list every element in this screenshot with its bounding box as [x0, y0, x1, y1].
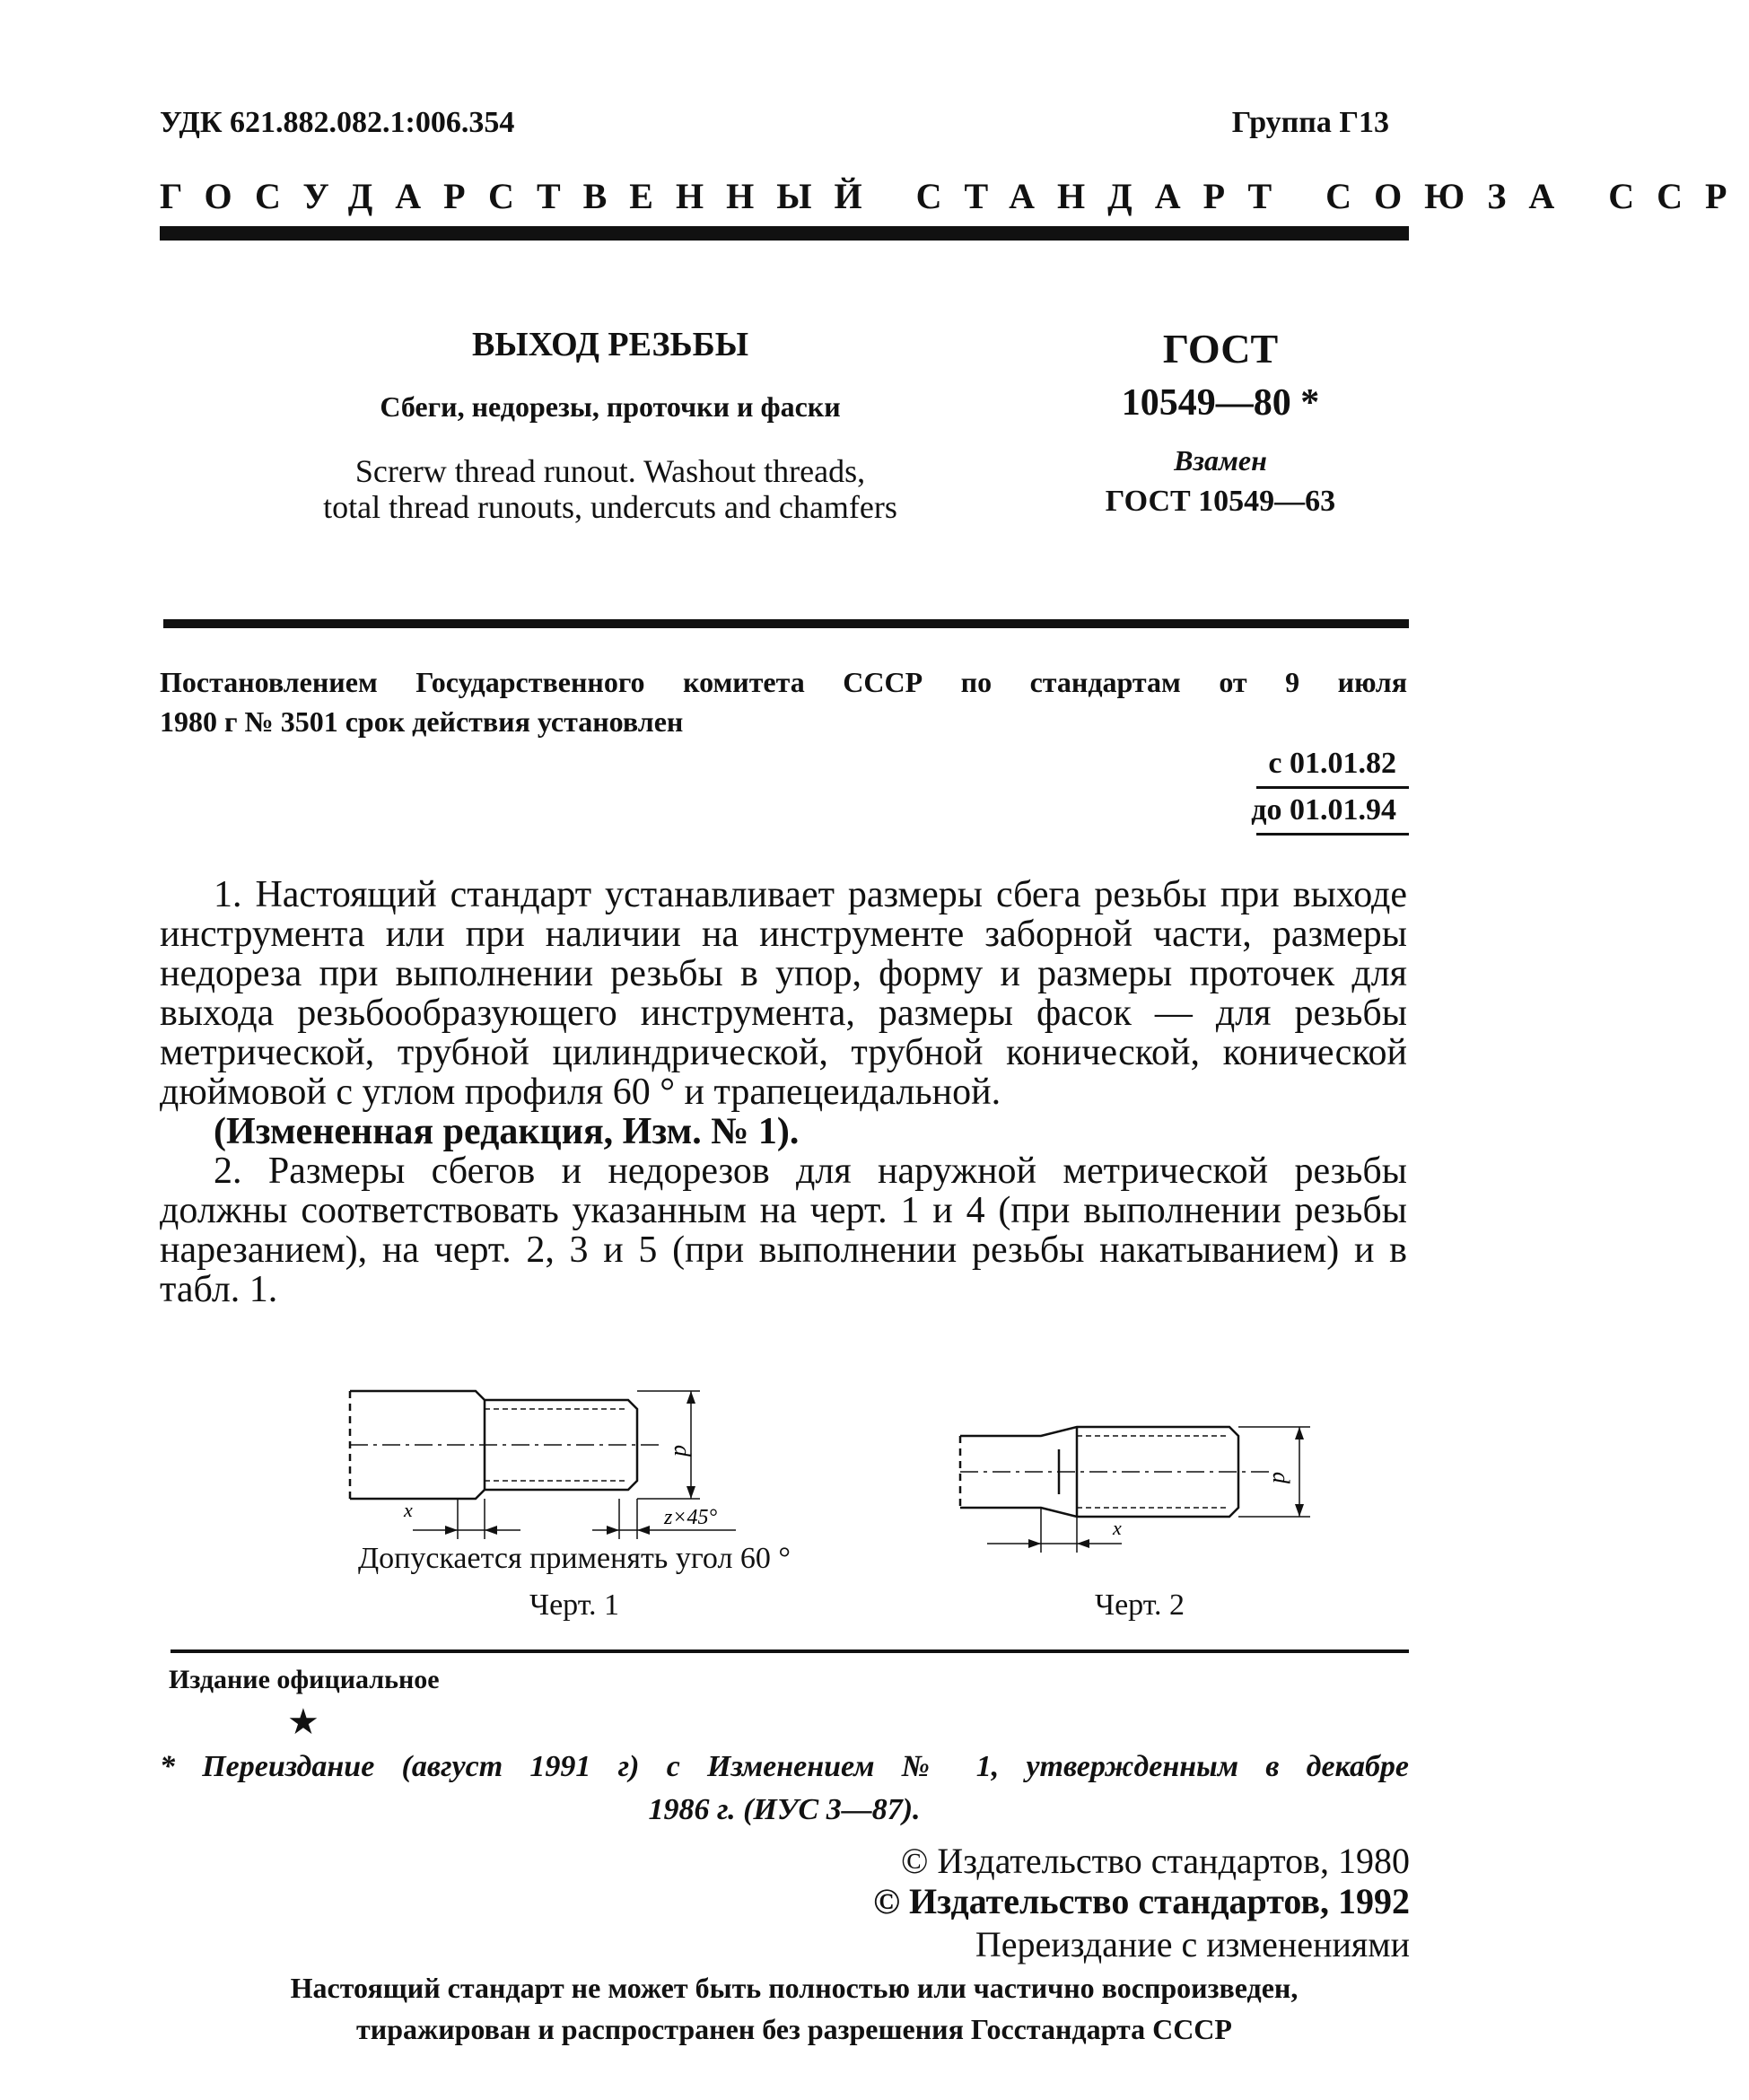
title-block-rule: [163, 619, 1409, 628]
fig2-arrow-x-left: [1028, 1539, 1041, 1548]
official-edition: Издание официальное: [169, 1665, 440, 1694]
reissue-note-line2: 1986 г. (ИУС 3—87).: [648, 1793, 921, 1826]
footer-rule: [171, 1649, 1409, 1653]
fig2-arrow-x-right: [1077, 1539, 1089, 1548]
fig1-arrow-x-left: [445, 1526, 458, 1535]
date-from-underline: [1256, 786, 1409, 789]
fig1-arrow-z-left: [607, 1526, 619, 1535]
replaces-gost: ГОСТ 10549—63: [1105, 485, 1336, 518]
prohibition-line2: тиражирован и распространен без разрешения Госстандарта СССР: [356, 2013, 1232, 2045]
fig2-arrow-d-top: [1295, 1427, 1304, 1439]
reprint-note: Переиздание с изменениями: [975, 1924, 1410, 1964]
gost-number: 10549—80 *: [1121, 382, 1320, 424]
reissue-note: [160, 1746, 1409, 1832]
paragraph-1: 1. Настоящий стандарт устанавливает размеры сбега резьбы при выходе инструмента или при наличии на инструменте заборной части, размеры недореза при выполнении резьбы в упор, форму и размеры проточек для выхода резьбообразующего инструмента, размеры фасок — для резьбы метрической, трубной цилиндрической, трубной конической, конической дюймовой с углом профиля 60 ° и трапецеидальной.: [160, 874, 1407, 1113]
date-to-underline: [1256, 833, 1409, 836]
replaces-label: Взамен: [1174, 444, 1267, 477]
fig2-x-label: x: [1113, 1517, 1122, 1539]
fig1-x-label: x: [404, 1499, 413, 1521]
figure-2-caption: Черт. 2: [1094, 1588, 1185, 1622]
star-icon: ★: [287, 1702, 319, 1742]
prohibition-line1: Настоящий стандарт не может быть полностью или частично воспроизведен,: [290, 1972, 1299, 2004]
fig1-arrow-d-bottom: [686, 1486, 695, 1499]
paragraph-2: 2. Размеры сбегов и недорезов для наружной метрической резьбы должны соответствовать указанным на черт. 1 и 4 (при выполнении резьбы нарезанием), на черт. 2, 3 и 5 (при выполнении резьбы накатыванием) и в табл. 1.: [160, 1151, 1407, 1310]
english-title-line1: Screrw thread runout. Washout threads,: [354, 453, 866, 489]
fig1-z-label: z×45°: [664, 1506, 718, 1529]
date-to: до 01.01.94: [1251, 793, 1396, 827]
fig2-arrow-d-bottom: [1295, 1504, 1304, 1517]
figure-1-caption: Черт. 1: [529, 1588, 620, 1622]
amendment-note: (Измененная редакция, Изм. № 1).: [214, 1111, 800, 1152]
date-from: с 01.01.82: [1268, 747, 1396, 780]
figure-1-drawing: [341, 1382, 808, 1544]
fig1-d-label: d: [669, 1445, 695, 1457]
figure-2-drawing: [951, 1409, 1328, 1571]
fig1-arrow-x-right: [485, 1526, 497, 1535]
copyright-1992: © Издательство стандартов, 1992: [873, 1881, 1410, 1921]
english-title-line2: total thread runouts, undercuts and chamfers: [323, 489, 897, 525]
decree-text: [160, 662, 1407, 741]
figure-1-note: Допускается применять угол 60 °: [357, 1542, 791, 1575]
header-thick-rule: [160, 226, 1409, 241]
decree-line1: Постановлением Государственного комитета СССР по стандартам от 9 июля: [160, 666, 1407, 698]
decree-line2: 1980 г № 3501 срок действия установлен: [160, 705, 684, 738]
fig1-arrow-z-right: [637, 1526, 650, 1535]
fig1-arrow-d-top: [686, 1391, 695, 1404]
fig2-d-label: d: [1268, 1472, 1294, 1483]
copyright-1980: © Издательство стандартов, 1980: [900, 1841, 1410, 1881]
reproduction-prohibition: [171, 1967, 1418, 2050]
standard-subtitle: Сбеги, недорезы, проточки и фаски: [380, 390, 841, 423]
udk-code: УДК 621.882.082.1:006.354: [160, 106, 515, 139]
reissue-note-line1: * Переиздание (август 1991 г) с Изменением № 1, утвержденным в декабре: [160, 1750, 1409, 1783]
gost-label: ГОСТ: [1162, 326, 1279, 372]
group-code: Группа Г13: [1231, 106, 1389, 139]
state-standard-header: ГОСУДАРСТВЕННЫЙ СТАНДАРТ СОЮЗА ССР: [160, 176, 1749, 216]
body-text: [160, 875, 1407, 1309]
english-title: [233, 453, 987, 525]
standard-title: ВЫХОД РЕЗЬБЫ: [471, 326, 749, 363]
